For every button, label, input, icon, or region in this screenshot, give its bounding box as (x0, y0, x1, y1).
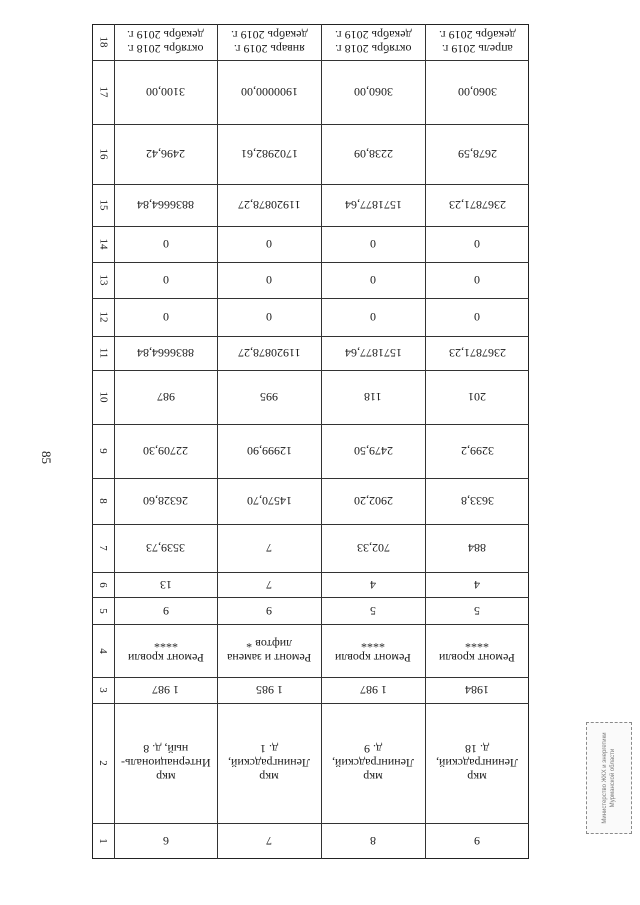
cell-text-c14: 0 (370, 237, 376, 251)
table-cell (114, 24, 217, 60)
cell-line: д. 9 (363, 742, 383, 756)
cell-text-address (228, 742, 310, 784)
cell-line: д. 18 (464, 742, 490, 756)
table-cell (321, 336, 425, 370)
table-cell (321, 677, 425, 703)
cell-text-c11: 11920878,27 (237, 346, 301, 360)
cell-line: Ленинградский, (227, 756, 310, 770)
table-cell (321, 60, 425, 124)
table-cell (114, 677, 217, 703)
cell-text-year: 1 985 (255, 683, 283, 697)
table-cell (217, 524, 321, 572)
cell-text-work (439, 637, 515, 665)
table-cell (217, 703, 321, 823)
cell-text-c10: 118 (364, 390, 382, 404)
table-cell (321, 703, 425, 823)
table-cell (425, 424, 529, 478)
table-cell (114, 597, 217, 624)
table-cell (217, 370, 321, 424)
cell-line: мкр (259, 770, 279, 784)
cell-text-c16: 1702982,61 (240, 147, 298, 161)
cell-text-c11: 1571877,64 (344, 346, 402, 360)
cell-text-c18 (231, 28, 308, 56)
table-cell (425, 823, 529, 859)
column-number-5 (92, 597, 114, 624)
column-number-14 (92, 226, 114, 262)
cell-text-c13: 0 (474, 273, 480, 287)
table-cell (425, 226, 529, 262)
table-cell (425, 124, 529, 184)
cell-text-c17: 3060,00 (457, 85, 497, 99)
cell-text-c14: 0 (474, 237, 480, 251)
registration-stamp (586, 722, 632, 834)
column-number-label: 3 (97, 687, 109, 693)
table-cell (425, 24, 529, 60)
cell-text-c13: 0 (370, 273, 376, 287)
cell-text-work (128, 637, 204, 665)
column-number-17 (92, 60, 114, 124)
cell-text-c5: 9 (162, 603, 169, 618)
cell-text-num: 6 (162, 834, 169, 848)
table-cell (114, 124, 217, 184)
column-number-label: 14 (97, 238, 109, 250)
cell-text-c12: 0 (266, 310, 272, 324)
table-cell (425, 624, 529, 677)
table-cell (114, 524, 217, 572)
column-number-18 (92, 24, 114, 60)
cell-line: декабрь 2019 г. (230, 28, 308, 42)
cell-text-c18 (127, 28, 204, 56)
column-number-label: 5 (97, 607, 109, 614)
column-number-15 (92, 184, 114, 226)
cell-text-c14: 0 (266, 237, 272, 251)
table-cell (217, 24, 321, 60)
cell-text-address (332, 742, 414, 784)
cell-text-c6: 4 (370, 577, 376, 592)
cell-line: октябрь 2018 г. (334, 42, 412, 56)
column-number-12 (92, 298, 114, 336)
cell-text-num: 8 (370, 834, 376, 848)
stamp-text: Министерство ЖКХ и энергетики Мурманской области (602, 732, 616, 824)
cell-line: мкр (155, 770, 176, 784)
cell-text-c7: 7 (266, 541, 272, 555)
table-cell (114, 336, 217, 370)
column-number-label: 2 (97, 760, 109, 766)
table-cell (114, 823, 217, 859)
column-number-3 (92, 677, 114, 703)
table-cell (321, 298, 425, 336)
table-cell (425, 572, 529, 597)
cell-text-c6: 13 (159, 577, 172, 592)
table-cell (425, 60, 529, 124)
column-number-9 (92, 424, 114, 478)
column-number-label: 10 (97, 391, 109, 403)
cell-line: лифтов * (246, 636, 292, 651)
cell-text-c10: 995 (260, 390, 278, 404)
cell-line: **** (361, 636, 385, 651)
cell-text-c17: 3060,00 (353, 85, 393, 99)
table-cell (217, 298, 321, 336)
table-cell (114, 572, 217, 597)
cell-text-year: 1 987 (359, 683, 387, 697)
cell-text-c9: 2479,50 (353, 444, 393, 458)
cell-line: мкр (363, 770, 383, 784)
table-cell (114, 60, 217, 124)
table-cell (114, 703, 217, 823)
table-cell (114, 262, 217, 298)
column-number-label: 9 (97, 448, 109, 454)
table-cell (321, 124, 425, 184)
table-cell (217, 572, 321, 597)
cell-text-c15: 8836664,84 (137, 198, 194, 212)
table-cell (425, 478, 529, 524)
table-cell (114, 226, 217, 262)
column-number-6 (92, 572, 114, 597)
table-cell (114, 298, 217, 336)
table-cell (321, 572, 425, 597)
cell-text-c5: 5 (370, 603, 376, 618)
column-number-16 (92, 124, 114, 184)
cell-line: ный, д. 8 (143, 742, 189, 756)
table-cell (321, 24, 425, 60)
column-number-label: 13 (97, 274, 109, 286)
table-cell (217, 677, 321, 703)
table-cell (321, 624, 425, 677)
cell-text-c8: 2902,20 (353, 494, 393, 508)
cell-text-c15: 1571877,64 (344, 198, 402, 212)
table-cell (217, 478, 321, 524)
cell-text-c6: 4 (474, 577, 480, 592)
column-number-label: 11 (97, 347, 109, 359)
column-number-7 (92, 524, 114, 572)
table-cell (425, 184, 529, 226)
page-number: 85 (39, 451, 54, 464)
cell-text-c7: 884 (468, 541, 486, 555)
table-cell (114, 184, 217, 226)
cell-text-c15: 11920878,27 (237, 198, 301, 212)
cell-line: **** (465, 636, 489, 651)
cell-line: Интернациональ- (120, 756, 211, 770)
table-cell (217, 184, 321, 226)
column-number-label: 1 (97, 838, 109, 844)
cell-text-c16: 2238,09 (353, 147, 393, 161)
cell-line: Ремонт кровли (335, 650, 411, 665)
cell-text-address (121, 742, 211, 784)
column-number-label: 12 (97, 311, 109, 323)
column-number-label: 4 (97, 647, 109, 654)
cell-text-c13: 0 (266, 273, 272, 287)
cell-text-c11: 8836664,84 (137, 346, 194, 360)
column-number-13 (92, 262, 114, 298)
table-cell (321, 478, 425, 524)
cell-text-c8: 26328,60 (143, 494, 188, 508)
column-number-label: 18 (97, 36, 109, 48)
table-cell (321, 226, 425, 262)
cell-text-c18 (335, 28, 412, 56)
cell-line: Ремонт и замена (226, 650, 312, 665)
cell-text-c14: 0 (162, 237, 169, 251)
table-cell (425, 703, 529, 823)
table-cell (321, 184, 425, 226)
table-cell (321, 524, 425, 572)
table-cell (321, 370, 425, 424)
table-cell (114, 478, 217, 524)
cell-text-c11: 2367871,23 (448, 346, 506, 360)
cell-text-c9: 3299,2 (460, 444, 494, 458)
table-cell (321, 424, 425, 478)
cell-text-year: 1 987 (152, 683, 179, 697)
table-cell (217, 823, 321, 859)
cell-line: Ремонт кровли (127, 650, 204, 665)
cell-text-work (335, 637, 411, 665)
cell-text-num: 7 (266, 834, 272, 848)
column-number-10 (92, 370, 114, 424)
cell-text-c16: 2678,59 (457, 147, 497, 161)
table-cell (114, 424, 217, 478)
table-cell (321, 262, 425, 298)
cell-line: Ленинградский, (331, 756, 414, 770)
cell-text-c9: 12999,90 (246, 444, 292, 458)
cell-text-c8: 3633,8 (460, 494, 494, 508)
table-cell (425, 370, 529, 424)
cell-text-c5: 9 (266, 603, 272, 618)
column-number-label: 6 (97, 581, 109, 588)
cell-text-work (227, 637, 311, 665)
table-cell (217, 124, 321, 184)
column-number-label: 16 (97, 148, 109, 160)
cell-text-num: 9 (474, 834, 480, 848)
cell-text-c16: 2496,42 (146, 147, 185, 161)
cell-text-address (436, 742, 518, 784)
table-cell (321, 823, 425, 859)
cell-text-c7: 3539,73 (146, 541, 185, 555)
cell-line: Ремонт кровли (439, 650, 515, 665)
column-number-label: 15 (97, 199, 109, 211)
table-cell (425, 298, 529, 336)
column-number-label: 7 (97, 545, 109, 551)
column-number-label: 17 (97, 86, 109, 98)
cell-text-c12: 0 (162, 310, 169, 324)
table-cell (217, 226, 321, 262)
table-cell (217, 262, 321, 298)
cell-line: **** (153, 636, 178, 651)
table-cell (425, 262, 529, 298)
cell-text-c10: 201 (468, 390, 486, 404)
cell-line: январь 2019 г. (233, 42, 305, 56)
table-cell (217, 60, 321, 124)
cell-line: апрель 2019 г. (441, 42, 513, 56)
cell-text-year: 1984 (465, 683, 489, 697)
cell-line: декабрь 2019 г. (127, 28, 204, 42)
cell-text-c6: 7 (266, 577, 272, 592)
table-cell (217, 597, 321, 624)
cell-text-c9: 22709,30 (143, 444, 188, 458)
cell-line: Ленинградский, (435, 756, 518, 770)
cell-line: декабрь 2019 г. (438, 28, 516, 42)
cell-text-c8: 14570,70 (246, 494, 292, 508)
cell-line: октябрь 2018 г. (127, 42, 204, 56)
column-number-11 (92, 336, 114, 370)
column-number-2 (92, 703, 114, 823)
cell-text-c10: 987 (156, 390, 175, 404)
column-number-label: 8 (97, 498, 109, 504)
table-cell (321, 597, 425, 624)
column-number-8 (92, 478, 114, 524)
table-cell (114, 370, 217, 424)
column-number-1 (92, 823, 114, 859)
cell-line: д. 1 (259, 742, 279, 756)
table-cell (114, 624, 217, 677)
cell-text-c17: 3100,00 (146, 85, 185, 99)
cell-text-c5: 5 (474, 603, 480, 618)
cell-text-c17: 1900000,00 (240, 85, 298, 99)
table-cell (217, 424, 321, 478)
table-cell (425, 597, 529, 624)
table-cell (425, 524, 529, 572)
table-cell (425, 336, 529, 370)
cell-text-c13: 0 (162, 273, 169, 287)
table-cell (425, 677, 529, 703)
column-number-4 (92, 624, 114, 677)
cell-text-c12: 0 (474, 310, 480, 324)
table-cell (217, 336, 321, 370)
cell-text-c12: 0 (370, 310, 376, 324)
table-cell (217, 624, 321, 677)
cell-line: мкр (467, 770, 487, 784)
cell-text-c18 (439, 28, 516, 56)
cell-line: декабрь 2019 г. (334, 28, 412, 42)
cell-text-c7: 702,33 (356, 541, 390, 555)
cell-text-c15: 2367871,23 (448, 198, 506, 212)
